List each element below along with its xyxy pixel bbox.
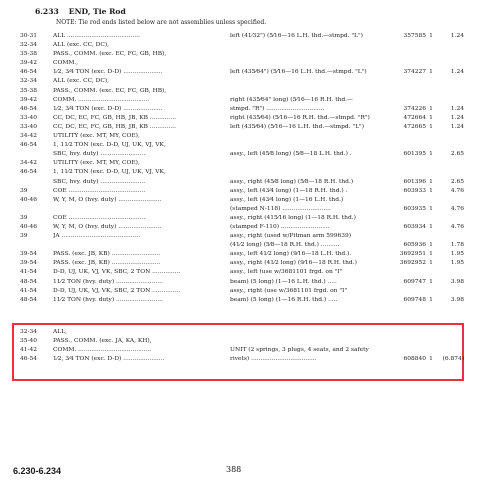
quantity: 1 — [429, 356, 433, 363]
quantity: 1 — [429, 205, 433, 212]
part-number: 357585 — [403, 33, 426, 39]
model-years: 34-42 — [20, 160, 37, 167]
part-number: 608840 — [403, 356, 426, 363]
description: assy., left (45⁄8 long) (5⁄8—18 L.H. thd.) . — [230, 151, 352, 158]
application: 11⁄2 TON (hvy. duty) ......................... — [53, 278, 163, 285]
price: 3.98 — [450, 278, 464, 285]
model-years: 46-54 — [20, 142, 37, 149]
price: 1.24 — [450, 33, 464, 39]
model-years: 41-42 — [20, 347, 37, 354]
part-number: 374226 — [403, 105, 426, 112]
part-number: 609748 — [403, 296, 426, 303]
section-number: 6.233 — [35, 7, 59, 16]
description: stmpd. "R") ............................... — [230, 105, 325, 112]
parts-table — [0, 32, 480, 305]
model-years: 32-34 — [20, 329, 37, 335]
application: ALL (exc. CC, DC), — [53, 78, 110, 85]
part-number: 374227 — [403, 69, 426, 76]
model-years: 34-42 — [20, 133, 37, 140]
description: right (435⁄64) (5⁄16—16 R.H. thd.—stmpd. "R") — [230, 114, 370, 121]
price: 4.76 — [450, 223, 464, 230]
price: 1.24 — [450, 123, 464, 130]
quantity: 1 — [429, 260, 433, 267]
part-number: 605936 — [403, 242, 426, 249]
table-row — [0, 178, 480, 187]
part-number: 601395 — [403, 151, 426, 158]
highlighted-table-row — [0, 355, 480, 364]
quantity: 1 — [429, 114, 433, 121]
description: rivets) ................................... — [230, 356, 317, 363]
price: 1.78 — [450, 242, 464, 249]
part-number: 601396 — [403, 178, 426, 185]
description: beam) (5 long) (1—16 R.H. thd.) ..... — [230, 296, 338, 303]
model-years: 46-54 — [20, 169, 37, 176]
application: COE ......................................... — [53, 214, 146, 221]
application: COE ......................................... — [53, 187, 146, 194]
quantity: 1 — [429, 242, 433, 249]
table-row — [0, 32, 480, 41]
model-years: 41-54 — [20, 287, 37, 294]
application: D-D, UJ, UK, VJ, VK, SBC, 2 TON ............... — [53, 269, 181, 276]
quantity: 1 — [429, 278, 433, 285]
price: 1.95 — [450, 260, 464, 267]
description: left (41⁄32") (5⁄16—16 L.H. thd.—stmpd. "L") — [230, 33, 363, 39]
application: D-D, UJ, UK, VJ, VK, SBC, 2 TON ............... — [53, 287, 181, 294]
model-years: 35-38 — [20, 87, 37, 94]
model-years: 46-54 — [20, 69, 37, 76]
description: (stamped F-110) .......................... — [230, 223, 330, 230]
quantity: 1 — [429, 223, 433, 230]
price: 1.24 — [450, 69, 464, 76]
table-row — [0, 232, 480, 241]
application: COMM. ...................................... — [53, 96, 150, 103]
highlighted-table-row — [0, 346, 480, 355]
model-years: 35-38 — [20, 51, 37, 58]
table-row — [0, 259, 480, 268]
model-years: 46-54 — [20, 105, 37, 112]
model-years: 40-46 — [20, 223, 37, 230]
price: 1.24 — [450, 105, 464, 112]
quantity: 1 — [429, 151, 433, 158]
table-row — [0, 150, 480, 159]
section-heading — [35, 7, 136, 16]
table-row — [0, 159, 480, 168]
part-number: 3692951 — [399, 251, 426, 258]
application: JA .......................................... — [53, 233, 141, 240]
model-years: 39 — [20, 187, 28, 194]
model-years: 39 — [20, 214, 28, 221]
application: PASS., COMM. (exc. JA, KA, KH), — [53, 338, 152, 345]
table-row — [0, 168, 480, 177]
model-years: 35-40 — [20, 338, 37, 345]
model-years: 32-34 — [20, 42, 37, 49]
application: SBC, hvy. duty) ........................ — [53, 151, 146, 158]
quantity: 1 — [429, 33, 433, 39]
table-row — [0, 123, 480, 132]
application: 1⁄2, 3⁄4 TON (exc. D-D) ...................... — [53, 356, 165, 363]
table-row — [0, 223, 480, 232]
application: ALL (exc. CC, DC), — [53, 42, 110, 49]
price: 3.98 — [450, 296, 464, 303]
table-row — [0, 214, 480, 223]
table-row — [0, 278, 480, 287]
description: UNIT (2 springs, 3 plugs, 4 seats, and 2 safety — [230, 347, 369, 354]
application: PASS., COMM. (exc. EC, FC, GB, HB), — [53, 51, 167, 58]
description: assy., right (use w/3681101 frgd. on "I" — [230, 287, 348, 294]
part-number: 3692952 — [399, 260, 426, 267]
part-number: 603933 — [403, 187, 426, 194]
table-row — [0, 268, 480, 277]
section-note: NOTE: Tie rod ends listed below are not assemblies unless specified. — [56, 19, 267, 26]
application: SBC, hvy. duty) ........................ — [53, 178, 146, 185]
model-years: 48-54 — [20, 278, 37, 285]
model-years: 48-54 — [20, 296, 37, 303]
application: COMM. ....................................... — [53, 347, 152, 354]
application: UTILITY (exc. MT, MY, COE), — [53, 133, 140, 140]
description: assy., left (43⁄4 long) (1—16 L.H. thd.) — [230, 196, 344, 203]
quantity: 1 — [429, 105, 433, 112]
table-row — [0, 41, 480, 50]
application: COMM., — [53, 60, 79, 67]
application: ALL, — [53, 329, 67, 335]
application: PASS., COMM. (exc. EC, FC, GB, HB), — [53, 87, 167, 94]
model-years: 30-31 — [20, 33, 37, 39]
description: left (435⁄64) (5⁄16—16 L.H. thd.—stmpd. "L") — [230, 123, 365, 130]
model-years: 40-46 — [20, 196, 37, 203]
table-row — [0, 241, 480, 250]
application: W, Y, M, O (hvy. duty) ....................... — [53, 223, 162, 230]
description: right (435⁄64" long) (5⁄16—16 R.H. thd.— — [230, 96, 353, 103]
quantity: 1 — [429, 296, 433, 303]
model-years: 33-40 — [20, 114, 37, 121]
application: CC, DC, EC, FC, GB, HB, JB, KB .............. — [53, 114, 177, 121]
table-row — [0, 77, 480, 86]
table-row — [0, 68, 480, 77]
description: (stamped N-118) .......................... — [230, 205, 331, 212]
table-row — [0, 96, 480, 105]
price: 2.65 — [450, 178, 464, 185]
highlighted-table-row — [0, 337, 480, 346]
application: PASS. (exc. JB, KB) .......................... — [53, 260, 161, 267]
description: (41⁄2 long) (5⁄8—18 R.H. thd.) .......... — [230, 242, 340, 249]
description: beam) (5 long) (1—16 L.H. thd.) ..... — [230, 278, 337, 285]
description: assy., right (415⁄16 long) (1—18 R.H. thd.) — [230, 214, 356, 221]
model-years: 39-42 — [20, 96, 37, 103]
application: 1, 11⁄2 TON (exc. D-D, UJ, UK, VJ, VK, — [53, 142, 166, 149]
table-row — [0, 59, 480, 68]
description: assy., left 41⁄2 long) (9⁄16—18 L.H. thd.). — [230, 251, 352, 258]
price: 2.65 — [450, 151, 464, 158]
description: assy., right (41⁄2 long) (9⁄16—18 R.H. thd.) — [230, 260, 357, 267]
table-row — [0, 196, 480, 205]
page-number: 388 — [226, 465, 242, 474]
description: assy., left (use w/3681101 frgd. on "I" — [230, 269, 343, 276]
quantity: 1 — [429, 69, 433, 76]
model-years: 39-54 — [20, 251, 37, 258]
table-row — [0, 50, 480, 59]
model-years: 32-34 — [20, 78, 37, 85]
section-range: 6.230-6.234 — [13, 466, 62, 476]
table-row — [0, 287, 480, 296]
table-row — [0, 205, 480, 214]
application: ALL ....................................... — [53, 33, 140, 39]
application: 11⁄2 TON (hvy. duty) ......................... — [53, 296, 163, 303]
part-number: 609747 — [403, 278, 426, 285]
application: 1⁄2, 3⁄4 TON (exc. D-D) ..................... — [53, 105, 163, 112]
table-row — [0, 114, 480, 123]
table-row — [0, 87, 480, 96]
description: assy., right (45⁄8 long) (5⁄8—18 R.H. thd.) — [230, 178, 354, 185]
quantity: 1 — [429, 187, 433, 194]
application: 1, 11⁄2 TON (exc. D-D, UJ, UK, VJ, VK, — [53, 169, 166, 176]
price: 4.76 — [450, 187, 464, 194]
model-years: 41-54 — [20, 269, 37, 276]
model-years: 39-54 — [20, 260, 37, 267]
description: assy., right (used w/Pitman arm 599639) — [230, 233, 352, 240]
price: 4.76 — [450, 205, 464, 212]
highlighted-parts-table — [0, 328, 480, 364]
application: 1⁄2, 3⁄4 TON (exc. D-D) ..................... — [53, 69, 163, 76]
part-number: 603934 — [403, 223, 426, 230]
quantity: 1 — [429, 178, 433, 185]
table-row — [0, 296, 480, 305]
price: (6.874) — [442, 356, 464, 363]
model-years: 39-42 — [20, 60, 37, 67]
price: 1.24 — [450, 114, 464, 121]
model-years: 33-40 — [20, 123, 37, 130]
model-years: 46-54 — [20, 356, 37, 363]
application: W, Y, M, O (hvy. duty) ....................... — [53, 196, 162, 203]
description: left (435⁄64") (5⁄16—16 L.H. thd.—stmpd. "L") — [230, 69, 367, 76]
price: 1.95 — [450, 251, 464, 258]
part-number: 472664 — [403, 114, 426, 121]
section-title: END, Tie Rod — [68, 7, 126, 16]
table-row — [0, 105, 480, 114]
part-number: 603935 — [403, 205, 426, 212]
application: UTILITY (exc. MT, MY, COE), — [53, 160, 140, 167]
table-row — [0, 141, 480, 150]
table-row — [0, 132, 480, 141]
application: CC, DC, EC, FC, GB, HB, JB, KB .............. — [53, 123, 177, 130]
table-row — [0, 187, 480, 196]
model-years: 39 — [20, 233, 28, 240]
quantity: 1 — [429, 123, 433, 130]
application: PASS. (exc. JB, KB) .......................... — [53, 251, 161, 258]
quantity: 1 — [429, 251, 433, 258]
table-row — [0, 250, 480, 259]
description: assy., left (43⁄4 long) (1—18 R.H. thd.) . — [230, 187, 348, 194]
highlighted-table-row — [0, 328, 480, 337]
part-number: 472665 — [403, 123, 426, 130]
